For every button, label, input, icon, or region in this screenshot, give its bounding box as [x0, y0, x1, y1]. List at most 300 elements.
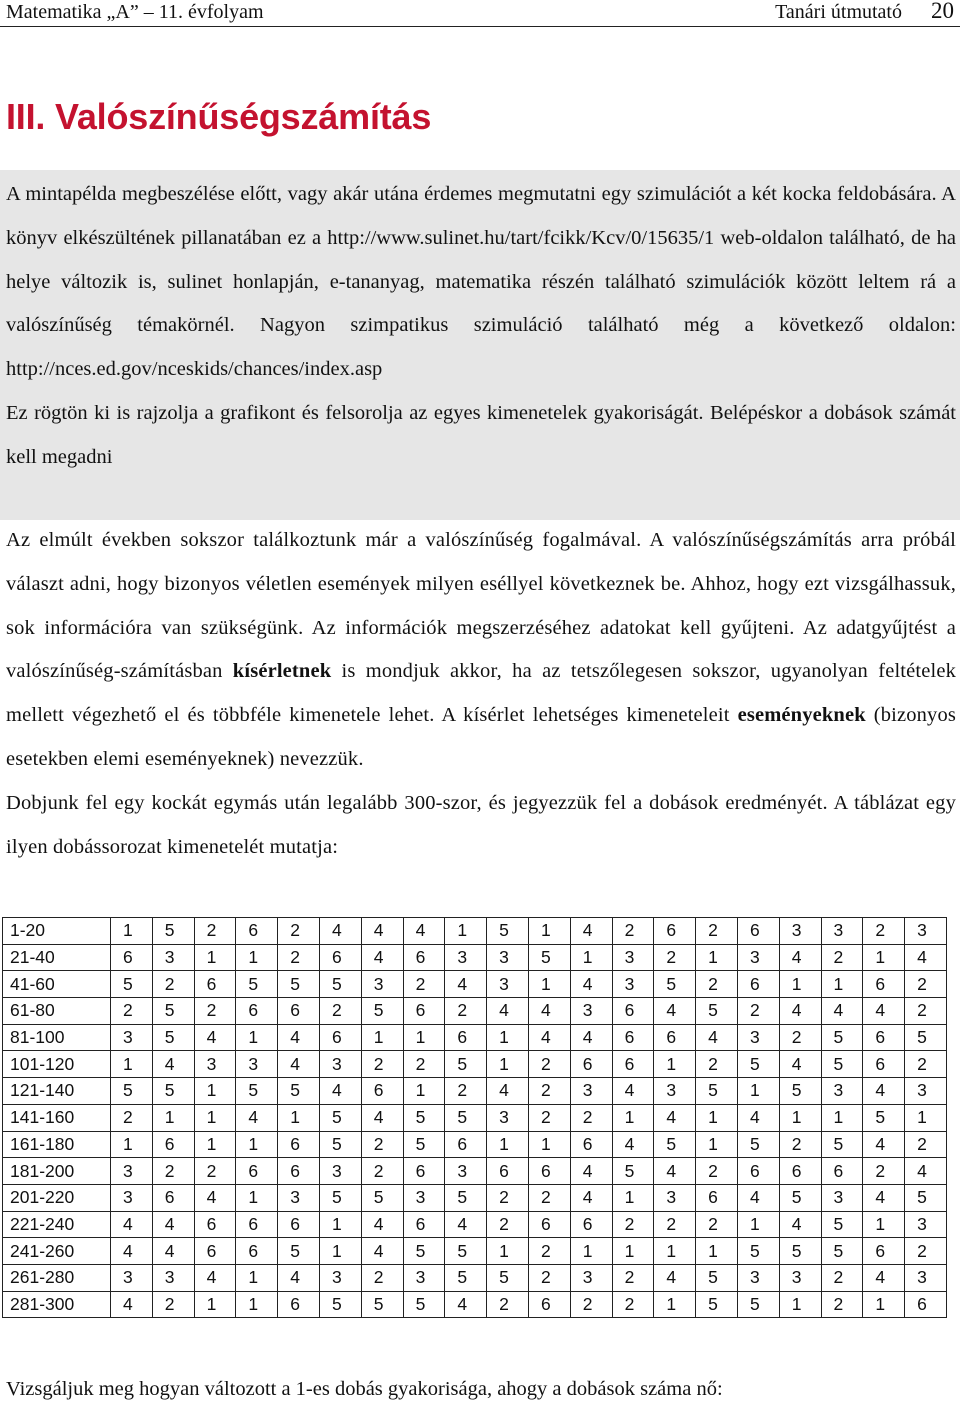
roll-value-cell: 4: [779, 1051, 821, 1078]
roll-value-cell: 1: [612, 1184, 654, 1211]
roll-value-cell: 1: [863, 944, 905, 971]
chapter-title: III. Valószínűségszámítás: [6, 96, 432, 137]
roll-value-cell: 2: [152, 1158, 194, 1185]
roll-value-cell: 6: [905, 1291, 947, 1318]
roll-value-cell: 4: [654, 998, 696, 1025]
roll-value-cell: 4: [863, 1131, 905, 1158]
roll-value-cell: 2: [696, 1211, 738, 1238]
roll-value-cell: 1: [487, 1131, 529, 1158]
row-range-label: 41-60: [3, 971, 111, 998]
roll-value-cell: 2: [654, 944, 696, 971]
roll-value-cell: 4: [445, 1291, 487, 1318]
roll-value-cell: 4: [278, 1024, 320, 1051]
roll-value-cell: 3: [905, 1078, 947, 1105]
roll-value-cell: 6: [403, 998, 445, 1025]
roll-value-cell: 2: [361, 1158, 403, 1185]
roll-value-cell: 5: [528, 944, 570, 971]
roll-value-cell: 3: [487, 944, 529, 971]
roll-value-cell: 6: [528, 1291, 570, 1318]
table-row: [3, 1078, 947, 1105]
roll-value-cell: 6: [111, 944, 153, 971]
row-range-label: 181-200: [3, 1158, 111, 1185]
roll-value-cell: 3: [278, 1184, 320, 1211]
roll-value-cell: 4: [152, 1238, 194, 1265]
roll-value-cell: 3: [319, 1051, 361, 1078]
roll-value-cell: 6: [737, 918, 779, 945]
roll-value-cell: 4: [737, 1184, 779, 1211]
roll-value-cell: 1: [863, 1211, 905, 1238]
roll-value-cell: 6: [445, 1131, 487, 1158]
roll-value-cell: 6: [278, 1211, 320, 1238]
roll-value-cell: 4: [570, 1184, 612, 1211]
roll-value-cell: 5: [278, 1238, 320, 1265]
roll-value-cell: 5: [361, 998, 403, 1025]
roll-value-cell: 6: [863, 1051, 905, 1078]
roll-value-cell: 5: [403, 1104, 445, 1131]
roll-value-cell: 4: [528, 998, 570, 1025]
intro-text-a: Az elmúlt években sokszor találkoztunk már a valószínűség fogalmával. A valószínűségszámítás arra próbál választ adni, hogy bizonyos véletlen események milyen eséllyel következnek be. Ahhoz, hogy ezt vizsgálhassuk, sok információra van szükségünk. Az információk megszerzéséhez adatokat kell gyűjteni. Az adatgyűjtést a valószínűség-számításban: [6, 529, 956, 683]
closing-sentence: Vizsgáljuk meg hogyan változott a 1-es dobás gyakorisága, ahogy a dobások száma nő:: [6, 1378, 723, 1400]
roll-value-cell: 4: [654, 1158, 696, 1185]
table-row: [3, 998, 947, 1025]
roll-value-cell: 2: [361, 1051, 403, 1078]
roll-value-cell: 6: [278, 998, 320, 1025]
roll-value-cell: 6: [863, 1238, 905, 1265]
roll-value-cell: 6: [612, 1024, 654, 1051]
roll-value-cell: 4: [737, 1104, 779, 1131]
roll-value-cell: 2: [612, 1264, 654, 1291]
roll-value-cell: 2: [612, 1291, 654, 1318]
roll-value-cell: 1: [570, 1238, 612, 1265]
row-range-label: 121-140: [3, 1078, 111, 1105]
roll-value-cell: 1: [779, 971, 821, 998]
roll-value-cell: 5: [152, 1078, 194, 1105]
roll-value-cell: 2: [779, 1024, 821, 1051]
roll-value-cell: 1: [654, 1291, 696, 1318]
roll-value-cell: 2: [194, 1158, 236, 1185]
roll-value-cell: 4: [863, 998, 905, 1025]
roll-value-cell: 6: [487, 1158, 529, 1185]
roll-value-cell: 6: [194, 1211, 236, 1238]
dice-rolls-table-body: [3, 918, 947, 1318]
roll-value-cell: 1: [654, 1238, 696, 1265]
roll-value-cell: 6: [779, 1158, 821, 1185]
roll-value-cell: 2: [403, 971, 445, 998]
teacher-note-paragraph-1: A mintapélda megbeszélése előtt, vagy akár utána érdemes megmutatni egy szimulációt a két kocka feldobására. A könyv elkészültének pillanatában ez a http://www.sulinet.hu/tart/fcikk/Kcv/0/15635/1 web-oldalon található, de ha helye változik is, sulinet honlapján, e-tananyag, matematika részén található szimulációk között leltem rá a valószínűség témakörnél. Nagyon szimpatikus szimuláció található még a következő oldalon: http://nces.ed.gov/nceskids/chances/index.asp: [6, 183, 956, 381]
roll-value-cell: 1: [403, 1024, 445, 1051]
roll-value-cell: 6: [403, 944, 445, 971]
page-header: [0, 0, 960, 27]
roll-value-cell: 3: [361, 971, 403, 998]
roll-value-cell: 4: [111, 1211, 153, 1238]
row-range-label: 161-180: [3, 1131, 111, 1158]
roll-value-cell: 1: [487, 1024, 529, 1051]
roll-value-cell: 2: [821, 944, 863, 971]
roll-value-cell: 1: [737, 1078, 779, 1105]
roll-value-cell: 3: [487, 971, 529, 998]
roll-value-cell: 5: [654, 1131, 696, 1158]
roll-value-cell: 2: [319, 998, 361, 1025]
roll-value-cell: 3: [821, 918, 863, 945]
roll-value-cell: 6: [236, 1238, 278, 1265]
roll-value-cell: 4: [194, 1184, 236, 1211]
roll-value-cell: 6: [654, 1024, 696, 1051]
roll-value-cell: 1: [445, 918, 487, 945]
roll-value-cell: 4: [905, 944, 947, 971]
roll-value-cell: 3: [905, 1264, 947, 1291]
roll-value-cell: 2: [612, 1211, 654, 1238]
roll-value-cell: 5: [487, 1264, 529, 1291]
roll-value-cell: 4: [403, 918, 445, 945]
roll-value-cell: 5: [487, 918, 529, 945]
table-row: [3, 1131, 947, 1158]
roll-value-cell: 1: [319, 1211, 361, 1238]
roll-value-cell: 2: [905, 1051, 947, 1078]
roll-value-cell: 4: [612, 1131, 654, 1158]
roll-value-cell: 6: [403, 1158, 445, 1185]
roll-value-cell: 2: [905, 971, 947, 998]
roll-value-cell: 1: [487, 1051, 529, 1078]
roll-value-cell: 4: [152, 1211, 194, 1238]
roll-value-cell: 4: [111, 1238, 153, 1265]
dice-rolls-table: [2, 917, 947, 1318]
roll-value-cell: 6: [654, 918, 696, 945]
row-range-label: 201-220: [3, 1184, 111, 1211]
roll-value-cell: 1: [612, 1104, 654, 1131]
roll-value-cell: 5: [445, 1264, 487, 1291]
roll-value-cell: 4: [152, 1051, 194, 1078]
roll-value-cell: 4: [863, 1264, 905, 1291]
intro-text-b: is mondjuk akkor, ha az tetszőlegesen sokszor, ugyanolyan feltételek mellett végezhető el és többféle kimenetele lehet. A kísérlet lehetséges kimeneteleit: [6, 660, 956, 727]
roll-value-cell: 6: [821, 1158, 863, 1185]
roll-value-cell: 6: [361, 1078, 403, 1105]
roll-value-cell: 4: [445, 1211, 487, 1238]
roll-value-cell: 5: [152, 1024, 194, 1051]
roll-value-cell: 1: [236, 1291, 278, 1318]
roll-value-cell: 2: [528, 1051, 570, 1078]
roll-value-cell: 3: [111, 1184, 153, 1211]
roll-value-cell: 3: [737, 1264, 779, 1291]
roll-value-cell: 5: [737, 1051, 779, 1078]
roll-value-cell: 5: [361, 1291, 403, 1318]
roll-value-cell: 6: [194, 1238, 236, 1265]
row-range-label: 141-160: [3, 1104, 111, 1131]
roll-value-cell: 3: [194, 1051, 236, 1078]
roll-value-cell: 6: [236, 1211, 278, 1238]
roll-value-cell: 3: [570, 1078, 612, 1105]
roll-value-cell: 2: [696, 918, 738, 945]
roll-value-cell: 6: [696, 1184, 738, 1211]
roll-value-cell: 2: [111, 1104, 153, 1131]
table-row: [3, 1291, 947, 1318]
roll-value-cell: 3: [737, 1024, 779, 1051]
table-row: [3, 1051, 947, 1078]
roll-value-cell: 4: [570, 918, 612, 945]
roll-value-cell: 3: [236, 1051, 278, 1078]
roll-value-cell: 4: [821, 998, 863, 1025]
roll-value-cell: 5: [445, 1051, 487, 1078]
roll-value-cell: 2: [487, 1291, 529, 1318]
roll-value-cell: 4: [236, 1104, 278, 1131]
roll-value-cell: 5: [319, 1104, 361, 1131]
roll-value-cell: 6: [528, 1211, 570, 1238]
roll-value-cell: 2: [487, 1211, 529, 1238]
roll-value-cell: 5: [696, 1078, 738, 1105]
roll-value-cell: 1: [194, 1131, 236, 1158]
roll-value-cell: 3: [779, 1264, 821, 1291]
roll-value-cell: 2: [194, 998, 236, 1025]
roll-value-cell: 2: [487, 1184, 529, 1211]
roll-value-cell: 1: [194, 944, 236, 971]
table-row: [3, 1158, 947, 1185]
roll-value-cell: 3: [654, 1078, 696, 1105]
roll-value-cell: 1: [528, 1131, 570, 1158]
roll-value-cell: 1: [737, 1211, 779, 1238]
roll-value-cell: 6: [612, 998, 654, 1025]
roll-value-cell: 4: [696, 1024, 738, 1051]
roll-value-cell: 5: [696, 1291, 738, 1318]
roll-value-cell: 2: [863, 918, 905, 945]
roll-value-cell: 5: [152, 918, 194, 945]
roll-value-cell: 6: [319, 944, 361, 971]
roll-value-cell: 6: [152, 1131, 194, 1158]
roll-value-cell: 6: [570, 1051, 612, 1078]
roll-value-cell: 1: [696, 1104, 738, 1131]
teacher-note-paragraph-2: Ez rögtön ki is rajzolja a grafikont és felsorolja az egyes kimenetelek gyakoriságát. Belépéskor a dobások számát kell megadni: [6, 401, 956, 468]
roll-value-cell: 1: [821, 971, 863, 998]
roll-value-cell: 6: [152, 1184, 194, 1211]
row-range-label: 241-260: [3, 1238, 111, 1265]
roll-value-cell: 3: [111, 1024, 153, 1051]
roll-value-cell: 5: [737, 1238, 779, 1265]
roll-value-cell: 6: [236, 1158, 278, 1185]
roll-value-cell: 1: [696, 1238, 738, 1265]
roll-value-cell: 3: [779, 918, 821, 945]
roll-value-cell: 1: [487, 1238, 529, 1265]
table-row: [3, 918, 947, 945]
roll-value-cell: 3: [612, 944, 654, 971]
roll-value-cell: 2: [654, 1211, 696, 1238]
roll-value-cell: 1: [654, 1051, 696, 1078]
roll-value-cell: 3: [319, 1158, 361, 1185]
roll-value-cell: 1: [863, 1291, 905, 1318]
row-range-label: 1-20: [3, 918, 111, 945]
roll-value-cell: 5: [236, 1078, 278, 1105]
roll-value-cell: 1: [528, 971, 570, 998]
roll-value-cell: 6: [570, 1211, 612, 1238]
roll-value-cell: 5: [821, 1131, 863, 1158]
roll-value-cell: 2: [194, 918, 236, 945]
table-row: [3, 1024, 947, 1051]
roll-value-cell: 2: [737, 998, 779, 1025]
roll-value-cell: 1: [194, 1078, 236, 1105]
row-range-label: 21-40: [3, 944, 111, 971]
roll-value-cell: 4: [654, 1104, 696, 1131]
roll-value-cell: 1: [779, 1291, 821, 1318]
roll-value-cell: 3: [403, 1184, 445, 1211]
roll-value-cell: 6: [194, 971, 236, 998]
roll-value-cell: 1: [236, 1184, 278, 1211]
roll-value-cell: 4: [194, 1264, 236, 1291]
roll-value-cell: 1: [111, 1131, 153, 1158]
table-row: [3, 944, 947, 971]
row-range-label: 81-100: [3, 1024, 111, 1051]
roll-value-cell: 4: [570, 971, 612, 998]
roll-value-cell: 2: [696, 971, 738, 998]
roll-value-cell: 4: [487, 1078, 529, 1105]
roll-value-cell: 5: [403, 1238, 445, 1265]
roll-value-cell: 1: [194, 1291, 236, 1318]
roll-value-cell: 1: [152, 1104, 194, 1131]
table-row: [3, 1104, 947, 1131]
roll-value-cell: 2: [361, 1131, 403, 1158]
page-number: 20: [931, 0, 954, 23]
roll-value-cell: 5: [863, 1104, 905, 1131]
roll-value-cell: 2: [570, 1291, 612, 1318]
roll-value-cell: 2: [278, 944, 320, 971]
roll-value-cell: 2: [445, 1078, 487, 1105]
roll-value-cell: 6: [528, 1158, 570, 1185]
table-row: [3, 1264, 947, 1291]
row-range-label: 261-280: [3, 1264, 111, 1291]
roll-value-cell: 3: [612, 971, 654, 998]
roll-value-cell: 5: [821, 1024, 863, 1051]
roll-value-cell: 4: [278, 1051, 320, 1078]
roll-value-cell: 4: [570, 1158, 612, 1185]
roll-value-cell: 3: [445, 944, 487, 971]
roll-value-cell: 2: [905, 1131, 947, 1158]
roll-value-cell: 1: [278, 1104, 320, 1131]
intro-text-c: (bizonyos esetekben elemi eseményeknek) nevezzük.: [6, 704, 956, 770]
roll-value-cell: 5: [779, 1078, 821, 1105]
roll-value-cell: 6: [403, 1211, 445, 1238]
roll-value-cell: 6: [863, 1024, 905, 1051]
roll-value-cell: 4: [361, 944, 403, 971]
roll-value-cell: 3: [570, 1264, 612, 1291]
roll-value-cell: 5: [111, 1078, 153, 1105]
roll-value-cell: 1: [236, 1131, 278, 1158]
roll-value-cell: 3: [821, 1078, 863, 1105]
roll-value-cell: 2: [528, 1184, 570, 1211]
roll-value-cell: 1: [194, 1104, 236, 1131]
roll-value-cell: 4: [361, 1238, 403, 1265]
roll-value-cell: 4: [654, 1264, 696, 1291]
roll-value-cell: 1: [696, 944, 738, 971]
row-range-label: 281-300: [3, 1291, 111, 1318]
roll-value-cell: 1: [779, 1104, 821, 1131]
roll-value-cell: 1: [111, 1051, 153, 1078]
roll-value-cell: 6: [236, 998, 278, 1025]
table-row: [3, 1238, 947, 1265]
roll-value-cell: 2: [111, 998, 153, 1025]
roll-value-cell: 2: [821, 1291, 863, 1318]
roll-value-cell: 3: [905, 1211, 947, 1238]
roll-value-cell: 1: [696, 1131, 738, 1158]
roll-value-cell: 2: [905, 998, 947, 1025]
roll-value-cell: 4: [570, 1024, 612, 1051]
roll-value-cell: 3: [445, 1158, 487, 1185]
roll-value-cell: 5: [319, 1131, 361, 1158]
roll-value-cell: 4: [487, 998, 529, 1025]
roll-value-cell: 5: [445, 1184, 487, 1211]
roll-value-cell: 1: [528, 918, 570, 945]
roll-value-cell: 5: [278, 1078, 320, 1105]
roll-value-cell: 4: [779, 1211, 821, 1238]
roll-value-cell: 6: [612, 1051, 654, 1078]
roll-value-cell: 5: [737, 1291, 779, 1318]
roll-value-cell: 5: [361, 1184, 403, 1211]
roll-value-cell: 4: [612, 1078, 654, 1105]
roll-value-cell: 6: [278, 1291, 320, 1318]
header-guide-label: Tanári útmutató: [775, 1, 902, 23]
roll-value-cell: 2: [696, 1158, 738, 1185]
roll-value-cell: 4: [319, 1078, 361, 1105]
roll-value-cell: 2: [570, 1104, 612, 1131]
roll-value-cell: 4: [863, 1078, 905, 1105]
roll-value-cell: 6: [570, 1131, 612, 1158]
roll-value-cell: 1: [319, 1238, 361, 1265]
roll-value-cell: 4: [111, 1291, 153, 1318]
roll-value-cell: 6: [737, 1158, 779, 1185]
roll-value-cell: 5: [319, 971, 361, 998]
roll-value-cell: 2: [821, 1264, 863, 1291]
table-row: [3, 1184, 947, 1211]
roll-value-cell: 5: [905, 1024, 947, 1051]
roll-value-cell: 5: [278, 971, 320, 998]
roll-value-cell: 2: [278, 918, 320, 945]
roll-value-cell: 4: [528, 1024, 570, 1051]
roll-value-cell: 2: [403, 1051, 445, 1078]
roll-value-cell: 5: [236, 971, 278, 998]
roll-value-cell: 4: [361, 1104, 403, 1131]
term-events: eseményeknek: [737, 704, 866, 727]
roll-value-cell: 3: [319, 1264, 361, 1291]
roll-value-cell: 3: [487, 1104, 529, 1131]
roll-value-cell: 1: [236, 944, 278, 971]
roll-value-cell: 4: [361, 1211, 403, 1238]
roll-value-cell: 2: [612, 918, 654, 945]
roll-value-cell: 5: [821, 1051, 863, 1078]
roll-value-cell: 6: [863, 971, 905, 998]
roll-value-cell: 5: [319, 1184, 361, 1211]
roll-value-cell: 2: [528, 1104, 570, 1131]
intro-paragraph: [6, 519, 956, 782]
term-experiment: kísérletnek: [232, 660, 332, 683]
roll-value-cell: 2: [779, 1131, 821, 1158]
roll-value-cell: 4: [905, 1158, 947, 1185]
teacher-note: [6, 173, 956, 480]
roll-value-cell: 5: [152, 998, 194, 1025]
roll-value-cell: 2: [361, 1264, 403, 1291]
roll-value-cell: 5: [696, 1264, 738, 1291]
experiment-paragraph: Dobjunk fel egy kockát egymás után legalább 300-szor, és jegyezzük fel a dobások eredményét. A táblázat egy ilyen dobássorozat kimenetelét mutatja:: [6, 791, 956, 858]
roll-value-cell: 2: [528, 1078, 570, 1105]
roll-value-cell: 4: [319, 918, 361, 945]
roll-value-cell: 5: [779, 1184, 821, 1211]
roll-value-cell: 1: [236, 1264, 278, 1291]
roll-value-cell: 4: [278, 1264, 320, 1291]
roll-value-cell: 5: [821, 1211, 863, 1238]
roll-value-cell: 5: [654, 971, 696, 998]
roll-value-cell: 3: [821, 1184, 863, 1211]
roll-value-cell: 4: [779, 944, 821, 971]
roll-value-cell: 5: [445, 1238, 487, 1265]
roll-value-cell: 3: [152, 1264, 194, 1291]
roll-value-cell: 5: [403, 1131, 445, 1158]
roll-value-cell: 3: [111, 1158, 153, 1185]
main-text: [6, 519, 956, 869]
table-row: [3, 1211, 947, 1238]
